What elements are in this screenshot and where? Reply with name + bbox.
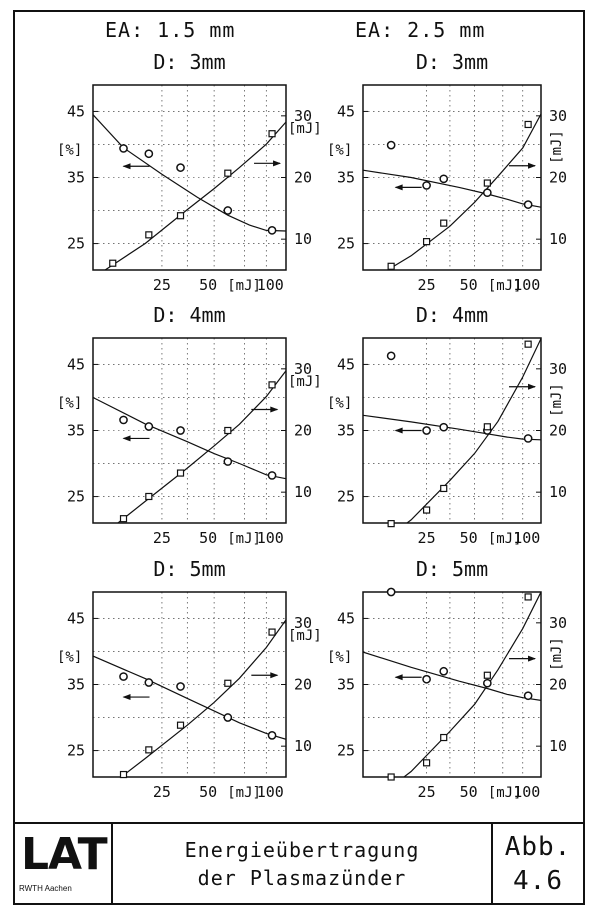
y-left-tick-label: 45 [66,609,85,628]
data-point-energy [225,170,231,176]
arrowhead-left [395,184,403,190]
arrowhead-left [395,428,403,434]
y-left-tick-label: 25 [66,741,85,760]
caption-line-1: Energieübertragung [184,838,420,862]
y-left-tick-label: 35 [66,421,85,440]
y-left-tick-label: 25 [336,487,355,506]
y-right-tick-label: 30 [294,359,313,378]
caption-line-2: der Plasmazünder [197,866,407,890]
data-point-efficiency [120,673,127,680]
data-point-energy [525,341,531,347]
data-point-energy [388,774,394,780]
data-point-efficiency [177,164,184,171]
x-tick-label: 25 [152,529,171,547]
y-right-unit: [mJ] [288,628,322,644]
y-left-tick-label: 35 [336,675,355,694]
y-right-tick-label: 10 [549,230,568,249]
data-point-energy [178,213,184,219]
fit-curve-efficiency [93,656,286,739]
arrowhead-left [123,694,131,700]
x-tick-label: 50 [459,529,478,547]
data-point-efficiency [268,472,275,479]
data-point-energy [121,772,127,778]
footer [13,822,585,905]
x-tick-label: 25 [417,276,436,294]
data-point-energy [424,239,430,245]
data-point-energy [388,263,394,269]
x-tick-label: 50 [199,529,218,547]
y-left-tick-label: 35 [336,168,355,187]
data-point-efficiency [423,676,430,683]
x-tick-label: 50 [459,783,478,801]
data-point-efficiency [423,427,430,434]
y-left-unit: [%] [57,395,83,412]
fit-curve-efficiency [363,415,541,440]
y-right-unit: [mJ] [549,637,565,671]
column-header-ea-2-5: EA: 2.5 mm [355,18,486,42]
data-point-efficiency [440,424,447,431]
y-left-unit: [%] [327,649,353,666]
data-point-efficiency [440,175,447,182]
lat-logo [13,824,113,905]
x-unit: [mJ] [487,278,522,294]
y-left-tick-label: 45 [336,355,355,374]
column-header-ea-1-5: EA: 1.5 mm [105,18,236,42]
y-left-unit: [%] [327,395,353,412]
data-point-efficiency [484,189,491,196]
y-right-unit: [mJ] [288,374,322,390]
y-right-tick-label: 30 [549,106,568,125]
data-point-efficiency [388,352,395,359]
data-point-energy [484,424,490,430]
data-point-energy [225,428,231,434]
y-left-tick-label: 35 [336,421,355,440]
arrowhead-right [528,656,536,662]
data-point-efficiency [484,680,491,687]
data-point-efficiency [224,458,231,465]
data-point-energy [441,220,447,226]
x-tick-label: 100 [513,529,541,547]
data-point-energy [225,680,231,686]
arrowhead-right [270,672,278,678]
data-point-energy [424,760,430,766]
data-point-efficiency [145,150,152,157]
y-left-unit: [%] [57,142,83,159]
data-point-energy [441,485,447,491]
fit-curve-efficiency [363,652,541,700]
arrowhead-right [273,160,281,166]
data-point-energy [388,521,394,527]
data-point-efficiency [145,679,152,686]
y-left-tick-label: 45 [66,102,85,121]
data-point-energy [178,470,184,476]
y-right-tick-label: 30 [549,359,568,378]
arrowhead-right [270,407,278,413]
x-tick-label: 25 [152,783,171,801]
y-left-tick-label: 25 [66,487,85,506]
arrowhead-left [123,435,131,441]
y-left-tick-label: 35 [66,168,85,187]
data-point-efficiency [120,416,127,423]
data-point-energy [146,747,152,753]
panel-title: D: 5mm [153,557,226,581]
y-left-tick-label: 25 [66,234,85,253]
y-left-tick-label: 25 [336,741,355,760]
data-point-energy [525,121,531,127]
y-right-tick-label: 10 [294,230,313,249]
data-point-efficiency [525,201,532,208]
data-point-energy [146,493,152,499]
data-point-energy [146,232,152,238]
x-tick-label: 100 [513,276,541,294]
y-right-tick-label: 20 [549,168,568,187]
data-point-efficiency [268,732,275,739]
x-tick-label: 25 [152,276,171,294]
y-right-unit: [mJ] [549,383,565,417]
y-right-tick-label: 20 [549,675,568,694]
data-point-efficiency [145,423,152,430]
x-tick-label: 50 [199,783,218,801]
x-tick-label: 50 [199,276,218,294]
x-tick-label: 25 [417,783,436,801]
x-tick-label: 50 [459,276,478,294]
y-right-tick-label: 30 [549,613,568,632]
arrowhead-left [395,674,403,680]
logo-text: LAT [21,829,107,880]
y-right-tick-label: 10 [294,483,313,502]
data-point-efficiency [388,142,395,149]
y-right-tick-label: 10 [549,737,568,756]
panel-title: D: 4mm [153,303,226,327]
x-unit: [mJ] [227,785,261,801]
data-point-energy [269,131,275,137]
arrowhead-left [123,163,131,169]
y-right-tick-label: 30 [294,106,313,125]
fit-curve-energy [363,114,541,285]
data-point-efficiency [224,714,231,721]
data-point-efficiency [120,145,127,152]
data-point-efficiency [224,207,231,214]
y-right-unit: [mJ] [288,121,322,137]
data-point-energy [121,516,127,522]
y-left-unit: [%] [57,649,83,666]
data-point-energy [441,735,447,741]
panel-title: D: 3mm [153,50,226,74]
data-point-efficiency [525,435,532,442]
arrowhead-right [528,384,536,390]
logo-subtitle: RWTH Aachen [19,884,72,893]
data-point-energy [110,260,116,266]
data-point-efficiency [440,668,447,675]
y-left-tick-label: 45 [336,609,355,628]
data-point-efficiency [423,182,430,189]
data-point-efficiency [388,588,395,595]
arrowhead-right [528,163,536,169]
x-unit: [mJ] [487,785,522,801]
data-point-energy [269,382,275,388]
x-tick-label: 25 [417,529,436,547]
data-point-efficiency [177,683,184,690]
data-point-efficiency [177,427,184,434]
figure-number-box [491,824,583,905]
data-point-energy [484,180,490,186]
figure-number: 4.6 [513,866,563,896]
y-right-unit: [mJ] [549,130,565,164]
y-left-tick-label: 45 [66,355,85,374]
x-unit: [mJ] [487,531,522,547]
x-unit: [mJ] [227,278,261,294]
y-right-tick-label: 20 [294,421,313,440]
fit-curve-efficiency [363,170,541,207]
panel-title: D: 5mm [415,557,489,581]
y-right-tick-label: 20 [549,421,568,440]
y-right-tick-label: 30 [294,613,313,632]
y-right-tick-label: 10 [549,483,568,502]
x-tick-label: 100 [256,529,284,547]
data-point-energy [178,722,184,728]
panel-title: D: 3mm [415,50,489,74]
fit-curve-efficiency [93,115,286,231]
data-point-energy [424,507,430,513]
figure-caption [113,824,491,905]
y-right-tick-label: 20 [294,675,313,694]
x-unit: [mJ] [227,531,261,547]
y-left-tick-label: 35 [66,675,85,694]
panel-title: D: 4mm [415,303,489,327]
x-tick-label: 100 [256,783,284,801]
data-point-efficiency [525,692,532,699]
y-left-tick-label: 45 [336,102,355,121]
y-right-tick-label: 20 [294,168,313,187]
x-tick-label: 100 [256,276,284,294]
data-point-energy [484,672,490,678]
y-left-tick-label: 25 [336,234,355,253]
figure-label: Abb. [504,832,572,862]
y-left-unit: [%] [327,142,353,159]
y-right-tick-label: 10 [294,737,313,756]
x-tick-label: 100 [513,783,541,801]
data-point-energy [525,594,531,600]
data-point-efficiency [268,227,275,234]
data-point-energy [269,629,275,635]
